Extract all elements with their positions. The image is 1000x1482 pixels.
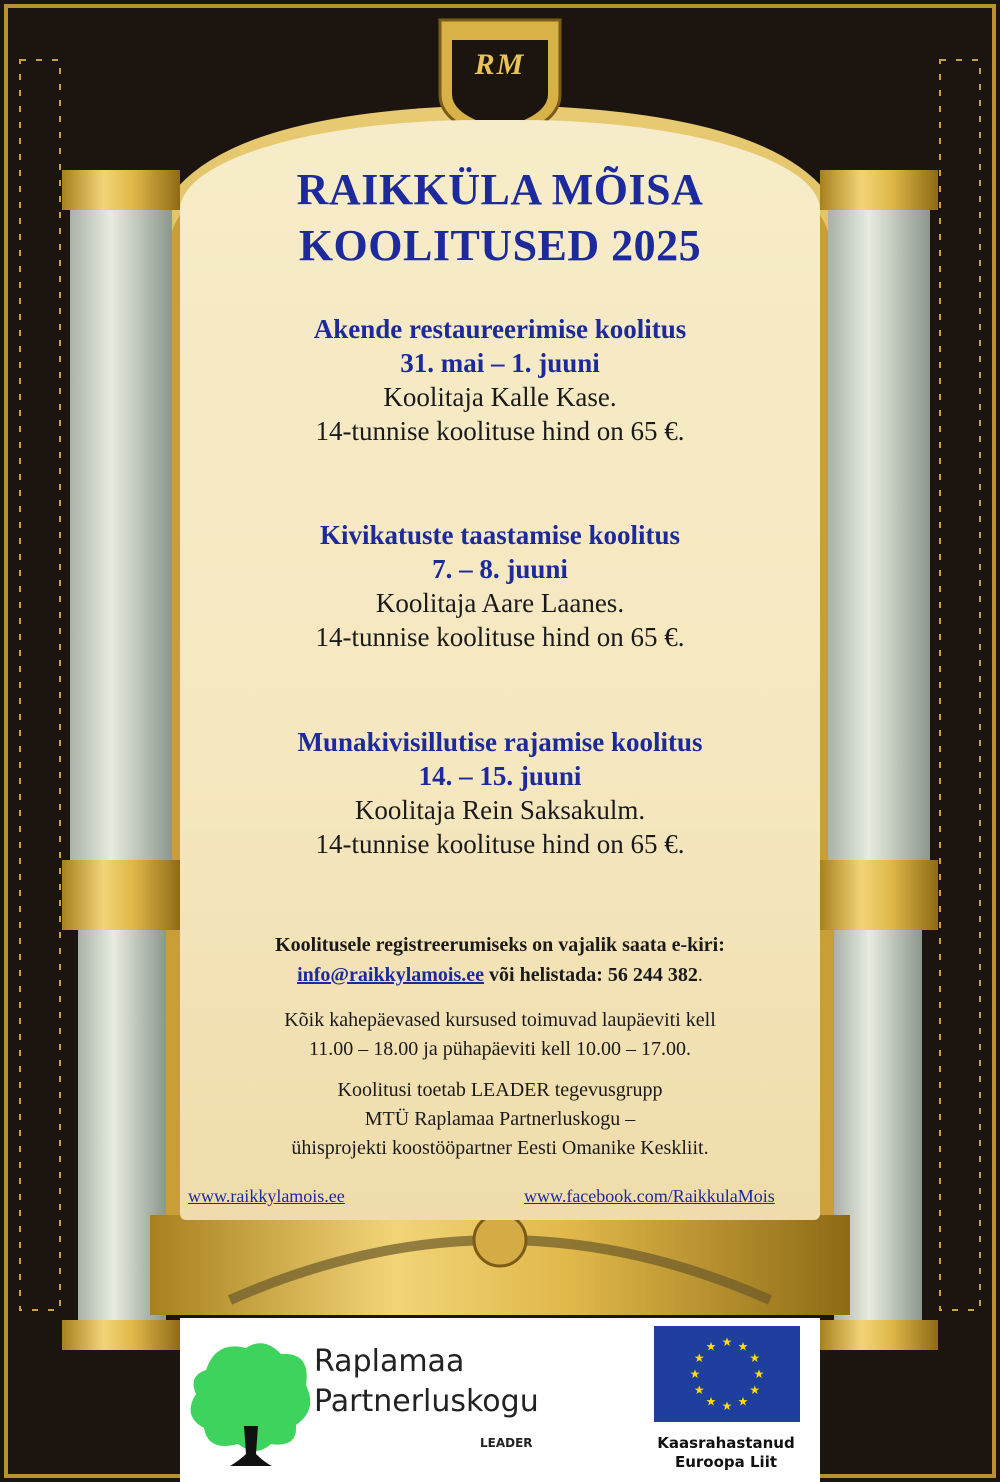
- star-icon: ★: [693, 1383, 705, 1397]
- course-name: Akende restaureerimise koolitus: [313, 314, 687, 344]
- support-line-2: MTÜ Raplamaa Partnerluskogu –: [364, 1108, 636, 1130]
- course-1: [180, 312, 820, 448]
- star-icon: ★: [689, 1367, 701, 1381]
- registration-info: [180, 930, 820, 990]
- star-icon: ★: [721, 1335, 733, 1349]
- sponsor-logos: [180, 1318, 820, 1482]
- registration-line: Koolitusele registreerumiseks on vajalik saata e-kiri:: [275, 934, 725, 956]
- monogram-logo: RM: [474, 48, 526, 81]
- tree-icon: [186, 1340, 316, 1474]
- star-icon: ★: [749, 1351, 761, 1365]
- course-trainer: Koolitaja Aare Laanes.: [375, 588, 625, 618]
- star-icon: ★: [749, 1383, 761, 1397]
- website-link[interactable]: www.raikkylamois.ee: [188, 1186, 345, 1206]
- course-price: 14-tunnise koolituse hind on 65 €.: [315, 829, 685, 859]
- star-icon: ★: [721, 1399, 733, 1413]
- support-line-3: ühisprojekti koostööpartner Eesti Omanike Keskliit.: [291, 1137, 709, 1159]
- support-info: [180, 1076, 820, 1163]
- course-date: 31. mai – 1. juuni: [400, 348, 600, 378]
- schedule-line-2: 11.00 – 18.00 ja pühapäeviti kell 10.00 – 17.00.: [309, 1038, 691, 1060]
- eu-flag-icon: [654, 1326, 800, 1422]
- course-trainer: Koolitaja Rein Saksakulm.: [354, 795, 646, 825]
- leader-label: LEADER: [480, 1436, 533, 1450]
- course-date: 7. – 8. juuni: [432, 554, 568, 584]
- registration-contact: info@raikkylamois.ee või helistada: 56 244 382.: [297, 964, 703, 986]
- email-link[interactable]: info@raikkylamois.ee: [297, 964, 485, 986]
- title-line-2: KOOLITUSED 2025: [298, 221, 702, 270]
- star-icon: ★: [705, 1394, 717, 1409]
- eu-cofunded-text: Kaasrahastanud Euroopa Liit: [657, 1434, 795, 1471]
- course-name: Kivikatuste taastamise koolitus: [319, 520, 681, 550]
- raplamaa-logo-text: Raplamaa Partnerluskogu: [314, 1344, 539, 1419]
- course-name: Munakivisillutise rajamise koolitus: [297, 727, 703, 757]
- star-icon: ★: [705, 1339, 717, 1354]
- page-title: [180, 162, 820, 274]
- support-line-1: Koolitusi toetab LEADER tegevusgrupp: [337, 1079, 663, 1101]
- phone-text: või helistada: 56 244 382: [484, 964, 698, 986]
- star-icon: ★: [737, 1339, 749, 1354]
- course-trainer: Koolitaja Kalle Kase.: [383, 382, 617, 412]
- schedule-line-1: Kõik kahepäevased kursused toimuvad laupäeviti kell: [284, 1009, 716, 1031]
- star-icon: ★: [693, 1351, 705, 1365]
- course-price: 14-tunnise koolituse hind on 65 €.: [315, 416, 685, 446]
- title-line-1: RAIKKÜLA MÕISA: [296, 165, 704, 214]
- course-price: 14-tunnise koolituse hind on 65 €.: [315, 622, 685, 652]
- facebook-link[interactable]: www.facebook.com/RaikkulaMois: [524, 1186, 775, 1206]
- star-icon: ★: [737, 1394, 749, 1409]
- star-icon: ★: [753, 1367, 765, 1381]
- course-date: 14. – 15. juuni: [418, 761, 582, 791]
- course-3: [180, 725, 820, 861]
- course-2: [180, 518, 820, 654]
- schedule-info: [180, 1006, 820, 1064]
